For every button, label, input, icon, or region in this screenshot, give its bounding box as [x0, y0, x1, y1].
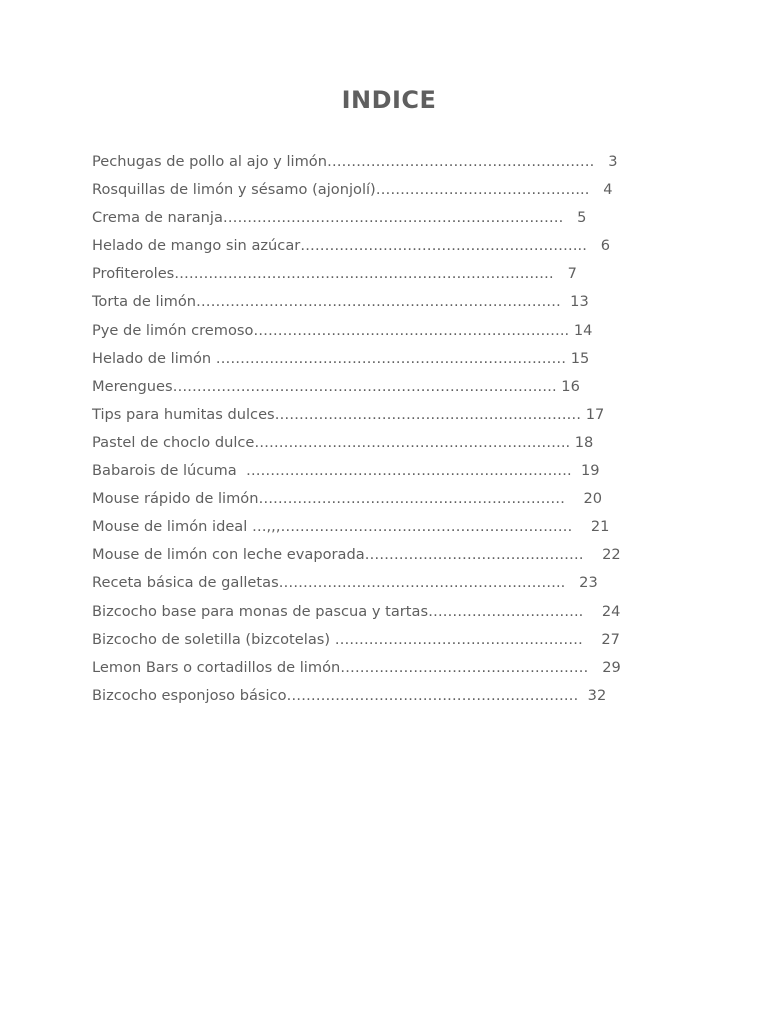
toc-entry-text: Lemon Bars o cortadillos de limón…………………………………………… 29 [92, 658, 621, 676]
toc-entry-text: Babarois de lúcuma …………………………………………………………. 19 [92, 462, 600, 480]
toc-entry [92, 290, 712, 318]
toc-entry-text: Pechugas de pollo al ajo y limón………………………………………………. 3 [92, 153, 618, 170]
toc-entry-text: Torta de limón………………………………………………………………… 13 [92, 293, 589, 311]
toc-entry-text: Mouse de limón con leche evaporada……………………………………… 22 [92, 546, 621, 564]
toc-entry [92, 459, 712, 487]
toc-entry-text: Helado de limón ……………………………………………………………… 15 [92, 349, 590, 367]
toc-entry [92, 684, 712, 712]
toc-entry [92, 375, 712, 403]
toc-entry-text: Helado de mango sin azúcar………………………………………………….. 6 [92, 237, 611, 255]
toc-entry [92, 319, 712, 347]
toc-entry-text: Pye de limón cremoso……………………………………………………….. 14 [92, 321, 593, 339]
toc-entry [92, 347, 712, 375]
toc-entry [92, 656, 712, 684]
toc-entry-text: Bizcocho base para monas de pascua y tartas………………………….. 24 [92, 602, 621, 620]
toc-entry [92, 571, 712, 599]
toc-entry-text: Receta básica de galletas………………………………………………….. 23 [92, 574, 598, 592]
toc-entry-text: Profiteroles…………………………………………………………………… 7 [92, 265, 577, 283]
toc-entry [92, 628, 712, 656]
toc-entry [92, 234, 712, 262]
toc-entry [92, 543, 712, 571]
toc-entry-text: Pastel de choclo dulce……………………………………………………….. 18 [92, 433, 594, 451]
toc-entry-text: Bizcocho de soletilla (bizcotelas) …………………………………………… 27 [92, 630, 620, 648]
toc-entry-text: Tips para humitas dulces……………………………………………………… 17 [92, 405, 605, 423]
toc-entry-text: Merengues……………………………………………………………………. 16 [92, 377, 580, 395]
toc-entry [92, 403, 712, 431]
toc-entry [92, 600, 712, 628]
toc-entry [92, 262, 712, 290]
toc-entry-text: Mouse rápido de limón……………………………………………………… 20 [92, 490, 603, 508]
toc-entry-text: Bizcocho esponjoso básico…………………………………………………… 32 [92, 686, 607, 704]
toc-entry [92, 178, 712, 206]
toc-entry [92, 487, 712, 515]
toc-entry [92, 206, 712, 234]
toc-entry [92, 150, 712, 178]
toc-entry-text: Rosquillas de limón y sésamo (ajonjolí)…………………………………….. 4 [92, 181, 613, 199]
toc-entry-text: Mouse de limón ideal …,,,…………………………………………………… 21 [92, 518, 610, 536]
toc-entry [92, 431, 712, 459]
toc-entry-text: Crema de naranja……………………………………………………………. 5 [92, 209, 587, 227]
toc-entry [92, 515, 712, 543]
index-title: INDICE [341, 86, 437, 114]
table-of-contents [92, 150, 712, 712]
